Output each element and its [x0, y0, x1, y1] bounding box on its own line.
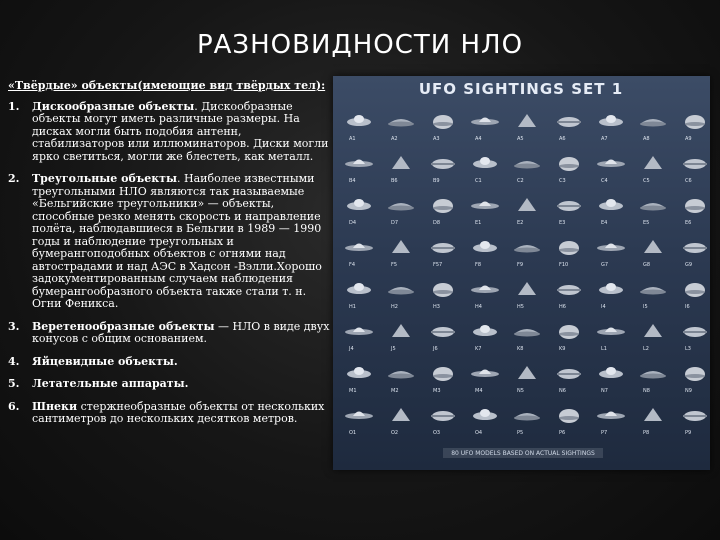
ufo-icon: [559, 157, 579, 171]
ufo-model-label: F5: [391, 262, 398, 268]
poster-footer: 80 UFO MODELS BASED ON ACTUAL SIGHTINGS: [451, 450, 595, 457]
ufo-model-label: M4: [475, 388, 483, 394]
ufo-icon: [388, 119, 414, 127]
ufo-model-label: N6: [559, 388, 566, 394]
item-text: . Дискообразные объекты могут иметь различные размеры. На дисках могли быть подобия антенн, стабилизаторов или иллюминаторов. Диски могли ярко светиться, могли же блестеть, как металл.: [32, 99, 329, 163]
ufo-model-label: A6: [559, 136, 566, 142]
ufo-icon: [345, 412, 373, 420]
ufo-icon: [518, 114, 536, 127]
ufo-model-label: A5: [517, 136, 524, 142]
ufo-icon: [683, 159, 707, 169]
ufo-model-label: O2: [391, 430, 399, 436]
ufo-model-label: G9: [685, 262, 693, 268]
ufo-icon: [471, 370, 499, 378]
ufo-grid: [345, 114, 707, 436]
ufo-icon: [557, 201, 581, 211]
ufo-icon: [644, 156, 662, 169]
ufo-icon: [345, 328, 373, 336]
item-number: 5.: [8, 377, 20, 390]
text-column: [8, 80, 330, 436]
item-body: [32, 101, 330, 164]
ufo-icon: [640, 203, 666, 211]
ufo-icon: [433, 367, 453, 381]
ufo-icon: [347, 367, 371, 378]
ufo-model-label: H2: [391, 304, 398, 310]
ufo-model-label: A9: [685, 136, 692, 142]
ufo-model-label: G8: [643, 262, 651, 268]
ufo-model-label: G7: [601, 262, 609, 268]
list-item: [8, 101, 330, 164]
ufo-icon: [431, 159, 455, 169]
ufo-model-label: K8: [517, 346, 524, 352]
ufo-icon: [683, 411, 707, 421]
item-term: Шнеки: [32, 399, 78, 413]
ufo-model-label: P6: [559, 430, 566, 436]
item-term: Яйцевидные объекты.: [32, 354, 178, 368]
list-item: [8, 378, 330, 391]
ufo-icon: [345, 244, 373, 252]
list-item: [8, 173, 330, 311]
item-term: Летательные аппараты.: [32, 377, 189, 390]
ufo-icon: [433, 199, 453, 213]
ufo-icon: [431, 243, 455, 253]
item-number: 1.: [8, 99, 20, 113]
ufo-icon: [597, 328, 625, 336]
ufo-model-label: A3: [433, 136, 440, 142]
item-text: — НЛО в виде двух конусов с общим основанием.: [32, 319, 330, 345]
ufo-icon: [347, 199, 371, 210]
ufo-icon: [473, 325, 497, 336]
ufo-model-label: M2: [391, 388, 399, 394]
ufo-model-label: F9: [517, 262, 524, 268]
ufo-model-label: D7: [391, 220, 399, 226]
ufo-model-label: C2: [517, 178, 524, 184]
ufo-model-label: O4: [475, 430, 483, 436]
ufo-model-label: F57: [433, 262, 443, 268]
ufo-model-label: H5: [517, 304, 524, 310]
ufo-icon: [599, 115, 623, 126]
ufo-icon: [392, 240, 410, 253]
list-item: [8, 356, 330, 369]
item-number: 2.: [8, 172, 20, 185]
ufo-icon: [514, 161, 540, 169]
ufo-model-label: M3: [433, 388, 441, 394]
ufo-model-label: D4: [349, 220, 357, 226]
ufo-model-label: N5: [517, 388, 524, 394]
section-heading: «Твёрдые» объекты(имеющие вид твёрдых тел):: [8, 79, 326, 92]
ufo-model-label: F10: [559, 262, 569, 268]
ufo-icon: [557, 285, 581, 295]
ufo-icon: [514, 329, 540, 337]
item-term: Дискообразные объекты: [32, 99, 195, 113]
ufo-icon: [431, 411, 455, 421]
item-text: стержнеобразные объекты от нескольких сантиметров до нескольких десятков метров.: [32, 399, 325, 425]
ufo-icon: [599, 367, 623, 378]
ufo-model-label: J5: [391, 346, 396, 352]
ufo-model-label: A1: [349, 136, 356, 142]
ufo-icon: [431, 327, 455, 337]
ufo-icon: [640, 371, 666, 379]
ufo-model-label: H4: [475, 304, 482, 310]
ufo-icon: [559, 241, 579, 255]
ufo-model-label: N9: [685, 388, 692, 394]
ufo-model-label: L1: [601, 346, 607, 352]
ufo-icon: [559, 325, 579, 339]
ufo-icon: [433, 283, 453, 297]
ufo-model-label: C1: [475, 178, 482, 184]
ufo-icon: [597, 244, 625, 252]
item-term: Веретенообразные объекты: [32, 319, 215, 333]
ufo-model-label: H3: [433, 304, 440, 310]
ufo-icon: [644, 240, 662, 253]
ufo-icon: [388, 203, 414, 211]
item-body: [32, 378, 330, 391]
slide-title: РАЗНОВИДНОСТИ НЛО: [196, 30, 524, 60]
ufo-model-label: B6: [391, 178, 398, 184]
ufo-icon: [347, 283, 371, 294]
ufo-icon: [685, 283, 705, 297]
ufo-model-label: L3: [685, 346, 691, 352]
ufo-icon: [599, 283, 623, 294]
ufo-icon: [388, 287, 414, 295]
ufo-model-label: C3: [559, 178, 566, 184]
ufo-model-label: E3: [559, 220, 566, 226]
ufo-model-label: J4: [349, 346, 354, 352]
ufo-model-label: N7: [601, 388, 608, 394]
ufo-icon: [683, 327, 707, 337]
ufo-icon: [471, 286, 499, 294]
ufo-icon: [388, 371, 414, 379]
ufo-icon: [557, 369, 581, 379]
ufo-model-label: B4: [349, 178, 356, 184]
ufo-model-label: A7: [601, 136, 608, 142]
ufo-icon: [597, 412, 625, 420]
ufo-icon: [473, 241, 497, 252]
ufo-icon: [347, 115, 371, 126]
poster-title: UFO SIGHTINGS SET 1: [418, 80, 624, 98]
item-number: 6.: [8, 399, 20, 413]
ufo-model-label: E4: [601, 220, 608, 226]
ufo-icon: [345, 160, 373, 168]
item-text: . Наиболее известными треугольными НЛО являются так называемые «Бельгийские треугольники» — объекты, способные резко менять скорость и направление полёта, наблюдавшиеся в Бельгии в 1989 — 1990 годы и наблюдение треугольных и бумерангоподобных объектов с огнями над автострадами и над АЭС в Хадсон -Вэлли.Хорошо задокументированным случаем наблюдения бумерангообразного объекта также стали т. н. Огни Феникса.: [32, 172, 322, 310]
ufo-model-label: E6: [685, 220, 692, 226]
ufo-icon: [518, 198, 536, 211]
ufo-icon: [433, 115, 453, 129]
item-number: 3.: [8, 319, 20, 333]
ufo-model-label: C6: [685, 178, 692, 184]
ufo-poster-image: [333, 76, 710, 470]
ufo-icon: [518, 282, 536, 295]
ufo-model-label: E5: [643, 220, 650, 226]
ufo-model-label: P7: [601, 430, 608, 436]
ufo-icon: [514, 413, 540, 421]
ufo-model-label: O3: [433, 430, 441, 436]
ufo-model-label: F8: [475, 262, 482, 268]
ufo-model-label: O1: [349, 430, 357, 436]
ufo-icon: [644, 324, 662, 337]
ufo-model-label: E1: [475, 220, 482, 226]
list-item: [8, 321, 330, 346]
ufo-model-label: K7: [475, 346, 482, 352]
ufo-model-label: C5: [643, 178, 650, 184]
ufo-model-label: F4: [349, 262, 356, 268]
list-item: [8, 401, 330, 426]
item-body: [32, 401, 330, 426]
ufo-icon: [471, 118, 499, 126]
ufo-model-label: A8: [643, 136, 650, 142]
ufo-model-label: A2: [391, 136, 398, 142]
ufo-model-label: J6: [433, 346, 438, 352]
ufo-model-label: C4: [601, 178, 608, 184]
ufo-icon: [559, 409, 579, 423]
ufo-icon: [392, 156, 410, 169]
ufo-icon: [471, 202, 499, 210]
ufo-icon: [597, 160, 625, 168]
ufo-icon: [473, 409, 497, 420]
ufo-icon: [685, 115, 705, 129]
item-body: [32, 356, 330, 369]
ufo-model-label: H1: [349, 304, 356, 310]
ufo-icon: [392, 408, 410, 421]
ufo-model-label: K9: [559, 346, 566, 352]
ufo-model-label: L2: [643, 346, 649, 352]
ufo-poster-svg: [333, 76, 710, 470]
ufo-icon: [514, 245, 540, 253]
item-body: [32, 321, 330, 346]
ufo-model-label: M1: [349, 388, 357, 394]
ufo-model-label: I6: [685, 304, 690, 310]
item-number: 4.: [8, 354, 20, 368]
ufo-model-label: I4: [601, 304, 606, 310]
item-body: [32, 173, 330, 311]
ufo-icon: [685, 367, 705, 381]
ufo-icon: [685, 199, 705, 213]
ufo-icon: [518, 366, 536, 379]
ufo-model-label: P9: [685, 430, 692, 436]
ufo-model-label: B9: [433, 178, 440, 184]
ufo-model-label: I5: [643, 304, 648, 310]
ufo-model-label: A4: [475, 136, 482, 142]
ufo-icon: [640, 119, 666, 127]
ufo-model-label: D8: [433, 220, 441, 226]
ufo-icon: [392, 324, 410, 337]
ufo-icon: [644, 408, 662, 421]
item-term: Треугольные объекты: [32, 172, 178, 185]
ufo-model-label: P5: [517, 430, 524, 436]
ufo-icon: [640, 287, 666, 295]
ufo-model-label: H6: [559, 304, 566, 310]
ufo-icon: [473, 157, 497, 168]
ufo-model-label: N8: [643, 388, 650, 394]
ufo-icon: [557, 117, 581, 127]
ufo-icon: [599, 199, 623, 210]
ufo-model-label: E2: [517, 220, 524, 226]
ufo-model-label: P8: [643, 430, 650, 436]
ufo-icon: [683, 243, 707, 253]
